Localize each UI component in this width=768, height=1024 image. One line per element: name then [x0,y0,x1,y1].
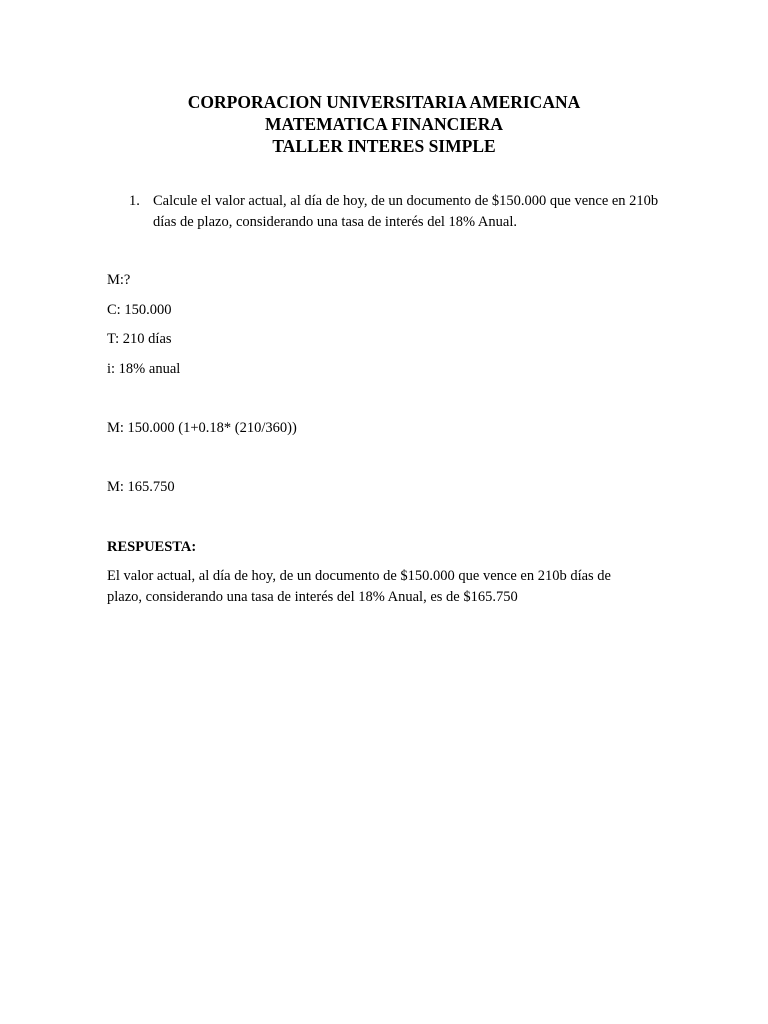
question-item [129,191,669,233]
given-m: M:? [107,272,131,288]
institution-name: CORPORACION UNIVERSITARIA AMERICANA [187,92,581,112]
answer-label: RESPUESTA: [107,539,197,555]
given-c: C: 150.000 [107,302,172,318]
result-line: M: 165.750 [107,479,175,495]
formula-line: M: 150.000 (1+0.18* (210/360)) [107,420,297,436]
question-text: Calcule el valor actual, al día de hoy, de un documento de $150.000 que vence en 210b días de plazo, considerando una tasa de interés del 18% Anual. [153,193,659,230]
course-name: MATEMATICA FINANCIERA [264,114,504,134]
workshop-title: TALLER INTERES SIMPLE [272,136,496,156]
given-t: T: 210 días [107,331,172,347]
question-number: 1. [129,193,140,209]
answer-text: El valor actual, al día de hoy, de un documento de $150.000 que vence en 210b días de plazo, considerando una tasa de interés del 18% Anual, es de $165.750 [107,568,611,605]
document-header [0,91,768,157]
given-i: i: 18% anual [107,361,181,377]
